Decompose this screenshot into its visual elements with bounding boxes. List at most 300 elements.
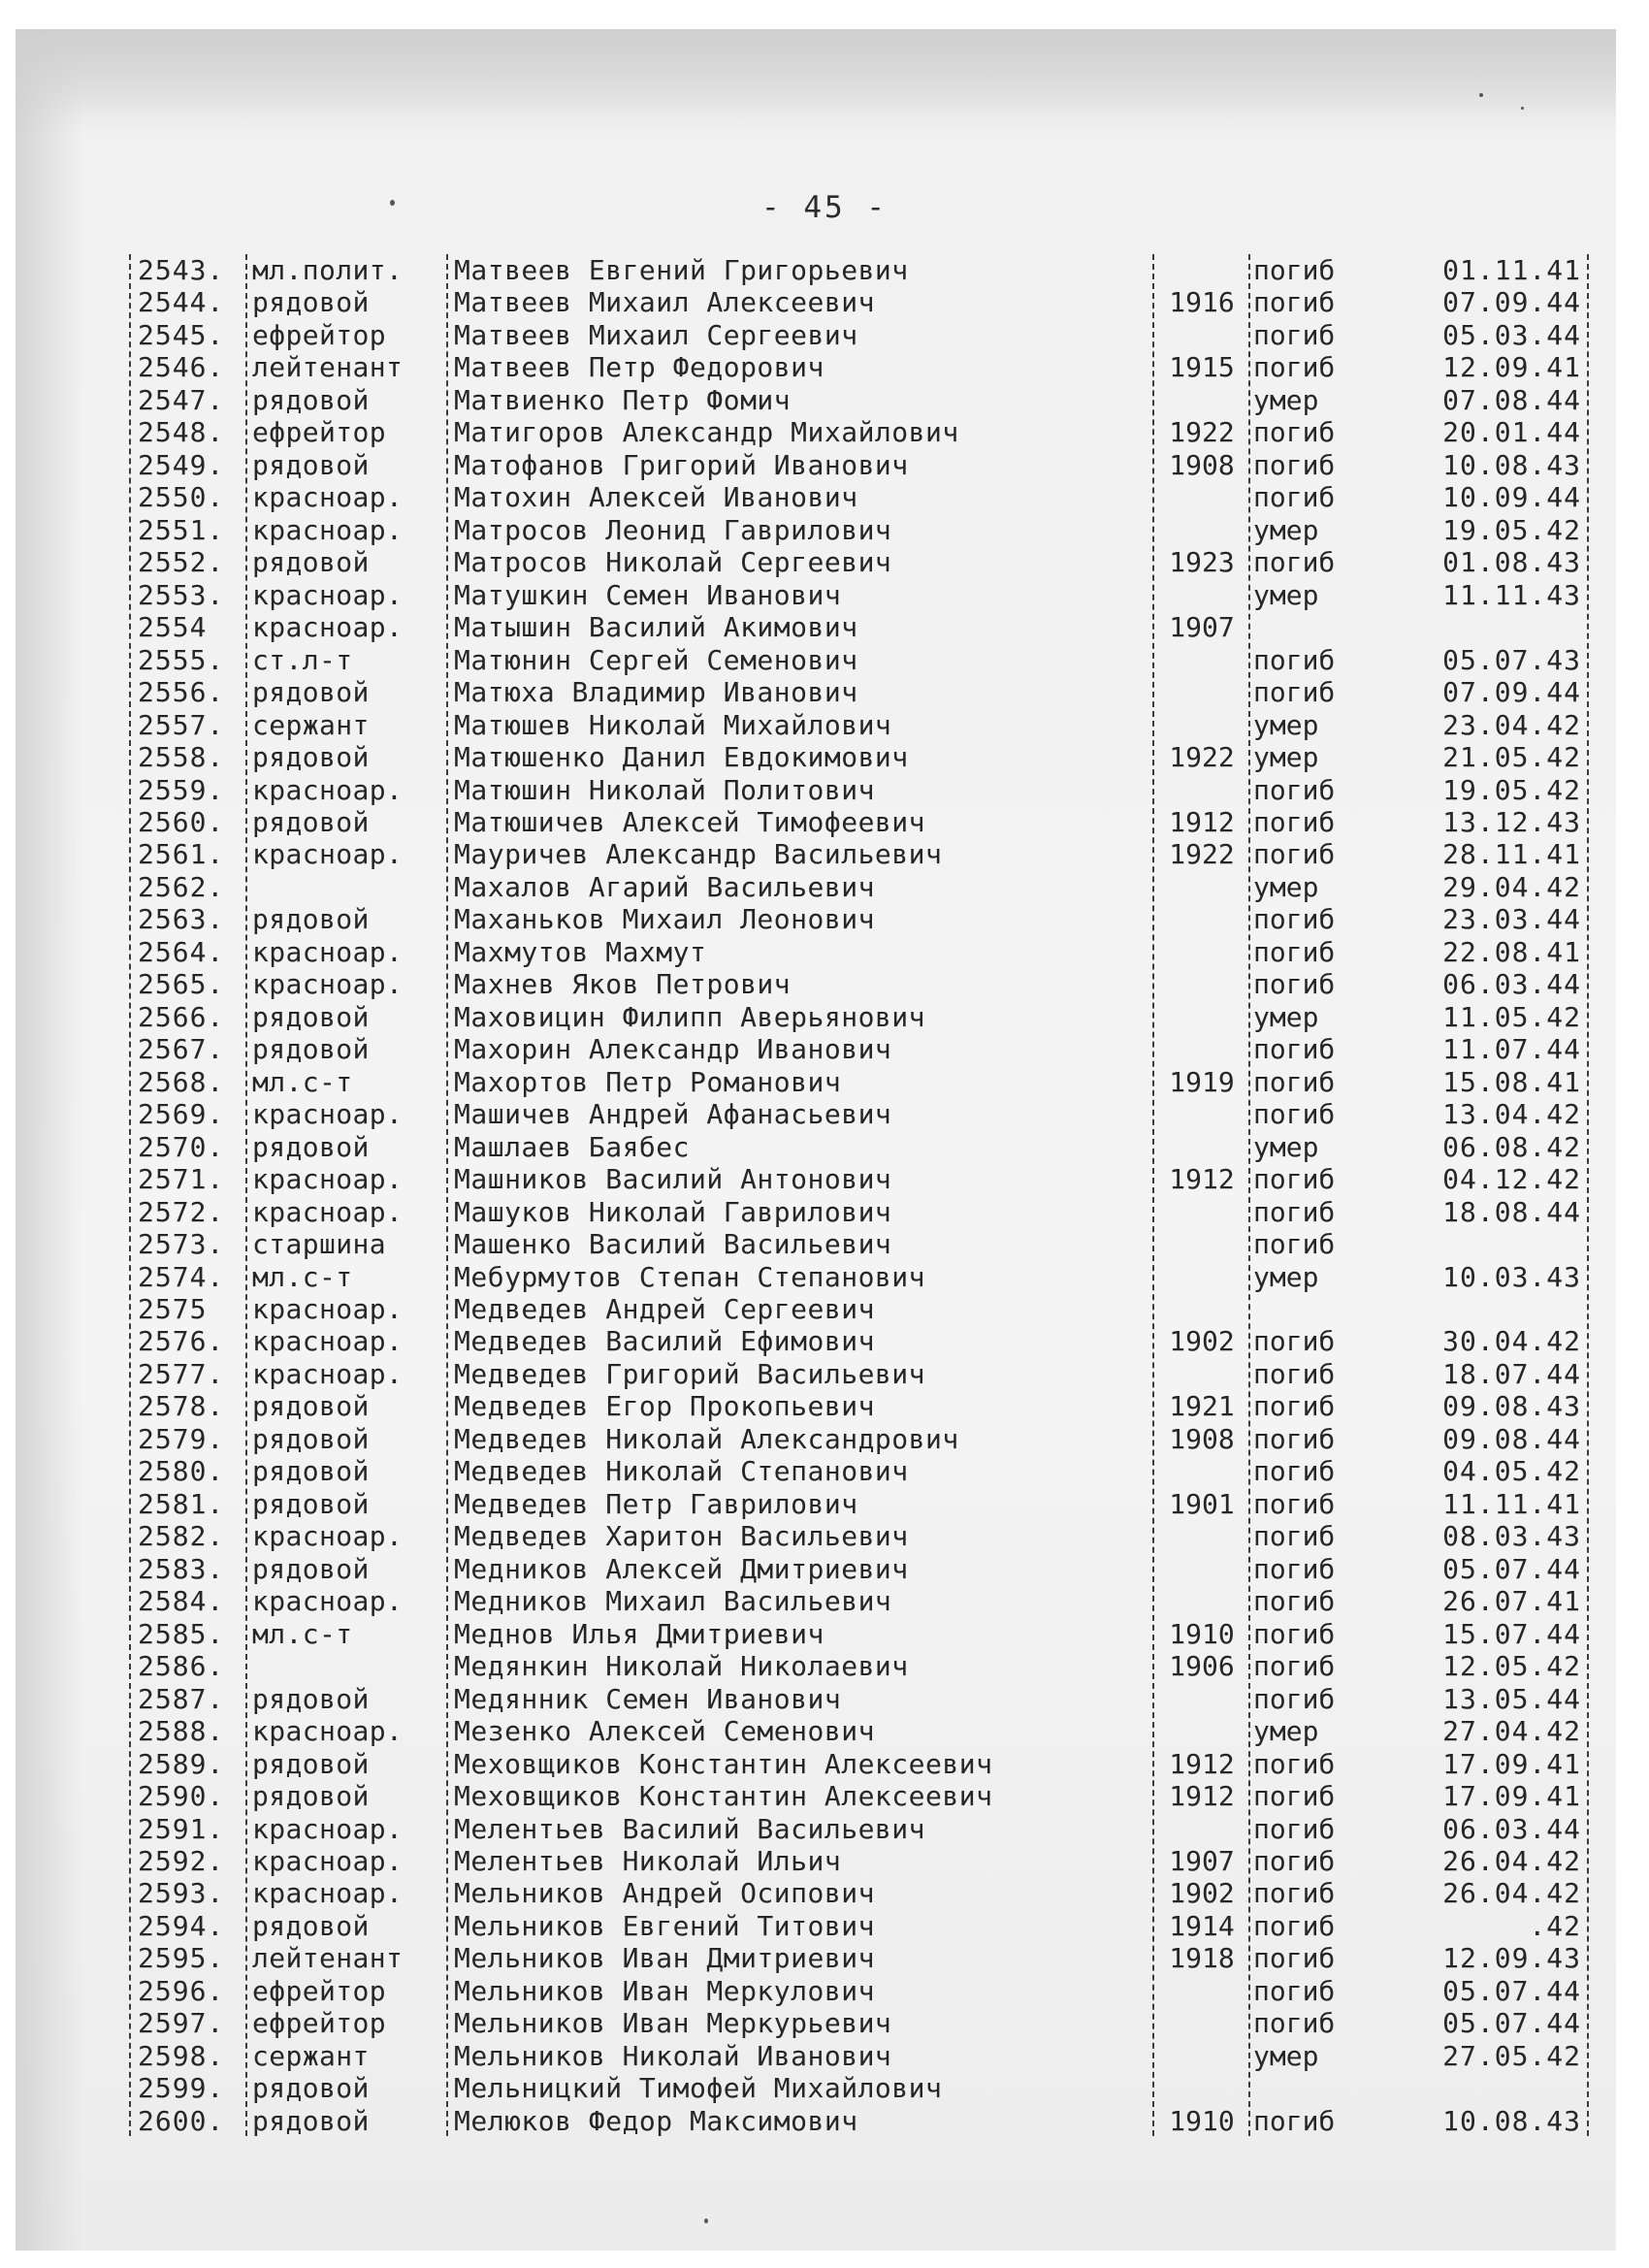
row-status: погиб [1253, 1942, 1336, 1975]
row-date: 30.04.42 [1442, 1325, 1581, 1358]
row-status: умер [1253, 513, 1319, 546]
row-date: 13.12.43 [1442, 805, 1581, 838]
row-date: 13.04.42 [1442, 1098, 1581, 1131]
row-status: погиб [1253, 1098, 1336, 1131]
row-rank: красноар. [252, 968, 404, 1001]
row-rank: рядовой [252, 1780, 370, 1813]
row-number: 2597. [138, 2007, 225, 2040]
table-row [126, 1877, 1591, 1909]
row-rank: красноар. [252, 1520, 404, 1553]
row-name: Матюшев Николай Михайлович [454, 708, 892, 741]
row-rank: красноар. [252, 1098, 404, 1131]
row-rank: рядовой [252, 1552, 370, 1585]
row-name: Медведев Петр Гаврилович [454, 1487, 858, 1520]
row-number: 2567. [138, 1033, 225, 1066]
row-name: Медведев Григорий Васильевич [454, 1357, 926, 1390]
row-rank: мл.с-т [252, 1065, 353, 1098]
row-date: 27.04.42 [1442, 1715, 1581, 1748]
row-name: Мельников Иван Меркулович [454, 1974, 875, 2007]
row-birth-year: 1918 [1169, 1942, 1235, 1975]
table-row [126, 644, 1591, 676]
row-rank: красноар. [252, 481, 404, 514]
row-date: 12.09.41 [1442, 351, 1581, 384]
row-rank: рядовой [252, 741, 370, 774]
table-row [126, 1163, 1591, 1195]
table-row [126, 1455, 1591, 1487]
row-rank: ефрейтор [252, 318, 387, 351]
row-date: 10.03.43 [1442, 1260, 1581, 1293]
row-rank: ефрейтор [252, 1974, 387, 2007]
row-status: погиб [1253, 1520, 1336, 1553]
row-rank: красноар. [252, 773, 404, 806]
table-row [126, 1715, 1591, 1747]
page-number: - 45 - [761, 190, 888, 225]
row-number: 2599. [138, 2072, 225, 2105]
row-date: 04.12.42 [1442, 1163, 1581, 1196]
row-status: погиб [1253, 481, 1336, 514]
table-row [126, 2040, 1591, 2072]
row-date: 13.05.44 [1442, 1682, 1581, 1715]
table-row [126, 286, 1591, 318]
row-rank: красноар. [252, 935, 404, 968]
row-rank: рядовой [252, 1422, 370, 1455]
table-row [126, 871, 1591, 903]
row-status: погиб [1253, 805, 1336, 838]
row-status: погиб [1253, 1650, 1336, 1683]
row-name: Медведев Егор Прокопьевич [454, 1390, 875, 1423]
row-number: 2571. [138, 1163, 225, 1196]
row-status: погиб [1253, 773, 1336, 806]
row-status: погиб [1253, 1780, 1336, 1813]
row-rank: мл.с-т [252, 1617, 353, 1650]
row-date: 26.04.42 [1442, 1877, 1581, 1910]
row-number: 2568. [138, 1065, 225, 1098]
row-rank: рядовой [252, 1455, 370, 1488]
row-name: Машуков Николай Гаврилович [454, 1195, 892, 1228]
table-row [126, 1325, 1591, 1357]
table-row [126, 1942, 1591, 1974]
row-status: погиб [1253, 903, 1336, 936]
table-row [126, 1975, 1591, 2007]
row-rank: красноар. [252, 513, 404, 546]
row-number: 2557. [138, 708, 225, 741]
scan-speck [1521, 107, 1524, 110]
row-number: 2584. [138, 1585, 225, 1618]
row-date: 11.11.43 [1442, 578, 1581, 611]
table-row [126, 1228, 1591, 1260]
row-name: Маховицин Филипп Аверьянович [454, 1000, 926, 1033]
row-date: 19.05.42 [1442, 513, 1581, 546]
row-status: умер [1253, 383, 1319, 416]
row-name: Матросов Николай Сергеевич [454, 546, 892, 579]
row-rank: рядовой [252, 286, 370, 319]
row-date: 11.11.41 [1442, 1487, 1581, 1520]
row-name: Меховщиков Константин Алексеевич [454, 1747, 993, 1780]
row-rank: рядовой [252, 1033, 370, 1066]
row-rank: сержант [252, 708, 370, 741]
row-date: 01.11.41 [1442, 254, 1581, 286]
row-date: 23.03.44 [1442, 903, 1581, 936]
row-date: 17.09.41 [1442, 1747, 1581, 1780]
row-name: Матигоров Александр Михайлович [454, 416, 959, 449]
row-date: 21.05.42 [1442, 741, 1581, 774]
scan-speck [390, 200, 395, 206]
row-name: Матвеев Петр Федорович [454, 351, 824, 384]
table-row [126, 254, 1591, 286]
table-row [126, 1520, 1591, 1552]
row-status: погиб [1253, 1877, 1336, 1910]
row-status: умер [1253, 741, 1319, 774]
row-name: Машичев Андрей Афанасьевич [454, 1098, 892, 1131]
row-name: Машенко Василий Васильевич [454, 1228, 892, 1261]
row-name: Матюха Владимир Иванович [454, 676, 858, 709]
row-date: 09.08.44 [1442, 1422, 1581, 1455]
row-status: погиб [1253, 318, 1336, 351]
row-name: Махалов Агарий Васильевич [454, 870, 875, 903]
row-number: 2546. [138, 351, 225, 384]
row-date: 18.08.44 [1442, 1195, 1581, 1228]
row-status: погиб [1253, 1422, 1336, 1455]
row-number: 2590. [138, 1780, 225, 1813]
row-rank: рядовой [252, 1390, 370, 1423]
table-row [126, 1748, 1591, 1780]
row-name: Махнев Яков Петрович [454, 968, 792, 1001]
row-name: Мельников Андрей Осипович [454, 1877, 875, 1910]
row-rank: красноар. [252, 1715, 404, 1748]
row-number: 2564. [138, 935, 225, 968]
row-name: Махмутов Махмут [454, 935, 707, 968]
table-row [126, 903, 1591, 935]
row-rank: красноар. [252, 1293, 404, 1325]
scan-speck [704, 2219, 708, 2223]
row-name: Матвеев Михаил Алексеевич [454, 286, 875, 319]
row-name: Машников Василий Антонович [454, 1163, 892, 1196]
row-birth-year: 1922 [1169, 416, 1235, 449]
row-birth-year: 1915 [1169, 351, 1235, 384]
row-rank: рядовой [252, 383, 370, 416]
table-row [126, 676, 1591, 708]
row-birth-year: 1902 [1169, 1877, 1235, 1910]
row-birth-year: 1916 [1169, 286, 1235, 319]
row-number: 2565. [138, 968, 225, 1001]
row-status: погиб [1253, 968, 1336, 1001]
row-name: Мелентьев Василий Васильевич [454, 1812, 926, 1845]
casualty-registry-table [126, 254, 1591, 2137]
row-name: Мауричев Александр Васильевич [454, 838, 943, 871]
row-name: Махорин Александр Иванович [454, 1033, 892, 1066]
table-row [126, 2105, 1591, 2137]
row-birth-year: 1912 [1169, 1780, 1235, 1813]
row-status: умер [1253, 1260, 1319, 1293]
row-number: 2589. [138, 1747, 225, 1780]
row-rank: красноар. [252, 1195, 404, 1228]
row-number: 2543. [138, 254, 225, 286]
row-date: 29.04.42 [1442, 870, 1581, 903]
row-birth-year: 1922 [1169, 741, 1235, 774]
row-name: Матвиенко Петр Фомич [454, 383, 792, 416]
row-date: 04.05.42 [1442, 1455, 1581, 1488]
row-status: погиб [1253, 1228, 1336, 1261]
table-row [126, 481, 1591, 513]
table-row [126, 1261, 1591, 1293]
row-name: Медведев Василий Ефимович [454, 1325, 875, 1358]
row-rank: красноар. [252, 1325, 404, 1358]
row-name: Матюшенко Данил Евдокимович [454, 741, 909, 774]
row-number: 2600. [138, 2104, 225, 2137]
row-status: умер [1253, 2039, 1319, 2072]
row-birth-year: 1912 [1169, 805, 1235, 838]
row-name: Матохин Алексей Иванович [454, 481, 858, 514]
row-number: 2579. [138, 1422, 225, 1455]
row-birth-year: 1910 [1169, 1617, 1235, 1650]
row-number: 2575 [138, 1293, 208, 1325]
table-row [126, 1650, 1591, 1682]
row-number: 2550. [138, 481, 225, 514]
table-row [126, 1131, 1591, 1163]
row-number: 2592. [138, 1844, 225, 1877]
table-row [126, 1683, 1591, 1715]
row-number: 2585. [138, 1617, 225, 1650]
row-number: 2577. [138, 1357, 225, 1390]
row-number: 2586. [138, 1650, 225, 1683]
row-number: 2562. [138, 870, 225, 903]
row-number: 2583. [138, 1552, 225, 1585]
row-birth-year: 1922 [1169, 838, 1235, 871]
row-name: Мельников Иван Меркурьевич [454, 2007, 892, 2040]
row-date: 26.04.42 [1442, 1844, 1581, 1877]
row-status: погиб [1253, 254, 1336, 286]
row-rank: рядовой [252, 448, 370, 481]
row-number: 2552. [138, 546, 225, 579]
row-status: погиб [1253, 838, 1336, 871]
table-row [126, 1293, 1591, 1325]
row-rank: красноар. [252, 611, 404, 644]
row-rank: ефрейтор [252, 416, 387, 449]
table-row [126, 579, 1591, 611]
table-row [126, 351, 1591, 383]
table-row [126, 2072, 1591, 2104]
row-number: 2566. [138, 1000, 225, 1033]
row-date: 11.07.44 [1442, 1033, 1581, 1066]
row-date: 19.05.42 [1442, 773, 1581, 806]
table-row [126, 1390, 1591, 1422]
scan-shadow-left [16, 29, 83, 2251]
row-status: погиб [1253, 416, 1336, 449]
row-date: 07.09.44 [1442, 286, 1581, 319]
row-date: 12.09.43 [1442, 1942, 1581, 1975]
row-rank: рядовой [252, 1747, 370, 1780]
row-name: Медянник Семен Иванович [454, 1682, 842, 1715]
row-number: 2580. [138, 1455, 225, 1488]
row-number: 2547. [138, 383, 225, 416]
row-birth-year: 1902 [1169, 1325, 1235, 1358]
table-row [126, 709, 1591, 741]
table-row [126, 741, 1591, 773]
row-number: 2588. [138, 1715, 225, 1748]
row-birth-year: 1919 [1169, 1065, 1235, 1098]
row-name: Медников Алексей Дмитриевич [454, 1552, 909, 1585]
row-status: погиб [1253, 1974, 1336, 2007]
row-status: погиб [1253, 1682, 1336, 1715]
row-birth-year: 1908 [1169, 1422, 1235, 1455]
row-rank: мл.с-т [252, 1260, 353, 1293]
table-row [126, 1196, 1591, 1228]
row-number: 2560. [138, 805, 225, 838]
row-status: погиб [1253, 643, 1336, 676]
row-status: погиб [1253, 1552, 1336, 1585]
row-date: 05.07.43 [1442, 643, 1581, 676]
row-name: Медведев Николай Александрович [454, 1422, 959, 1455]
row-name: Мелентьев Николай Ильич [454, 1844, 842, 1877]
table-row [126, 1553, 1591, 1585]
row-rank: ефрейтор [252, 2007, 387, 2040]
row-status: погиб [1253, 1747, 1336, 1780]
row-date: 12.05.42 [1442, 1650, 1581, 1683]
row-rank: сержант [252, 2039, 370, 2072]
row-status: погиб [1253, 676, 1336, 709]
row-status: погиб [1253, 1195, 1336, 1228]
row-name: Меднов Илья Дмитриевич [454, 1617, 824, 1650]
table-row [126, 2007, 1591, 2039]
row-status: погиб [1253, 546, 1336, 579]
row-date: 08.03.43 [1442, 1520, 1581, 1553]
row-number: 2549. [138, 448, 225, 481]
row-number: 2573. [138, 1228, 225, 1261]
row-birth-year: 1914 [1169, 1909, 1235, 1942]
row-number: 2561. [138, 838, 225, 871]
row-status: умер [1253, 578, 1319, 611]
row-number: 2556. [138, 676, 225, 709]
table-row [126, 1423, 1591, 1455]
row-name: Матюнин Сергей Семенович [454, 643, 858, 676]
row-rank: рядовой [252, 676, 370, 709]
row-status: умер [1253, 708, 1319, 741]
table-row [126, 546, 1591, 578]
row-name: Мезенко Алексей Семенович [454, 1715, 875, 1748]
row-rank: красноар. [252, 1844, 404, 1877]
scan-shadow-top [16, 29, 1616, 136]
row-rank: рядовой [252, 1130, 370, 1163]
row-birth-year: 1923 [1169, 546, 1235, 579]
row-date: 05.07.44 [1442, 2007, 1581, 2040]
row-birth-year: 1912 [1169, 1747, 1235, 1780]
table-row [126, 1033, 1591, 1065]
row-number: 2545. [138, 318, 225, 351]
row-status: погиб [1253, 1065, 1336, 1098]
row-date: 06.08.42 [1442, 1130, 1581, 1163]
row-rank: рядовой [252, 1909, 370, 1942]
row-date: 10.08.43 [1442, 448, 1581, 481]
row-status: погиб [1253, 1844, 1336, 1877]
table-row [126, 449, 1591, 481]
row-status: погиб [1253, 1487, 1336, 1520]
row-rank: рядовой [252, 2104, 370, 2137]
row-number: 2548. [138, 416, 225, 449]
row-date: 09.08.43 [1442, 1390, 1581, 1423]
row-status: погиб [1253, 351, 1336, 384]
row-date: 06.03.44 [1442, 968, 1581, 1001]
row-name: Медведев Андрей Сергеевич [454, 1293, 875, 1325]
row-number: 2593. [138, 1877, 225, 1910]
table-row [126, 1358, 1591, 1390]
row-status: погиб [1253, 2104, 1336, 2137]
row-number: 2578. [138, 1390, 225, 1423]
row-number: 2596. [138, 1974, 225, 2007]
table-row [126, 1618, 1591, 1650]
row-name: Матофанов Григорий Иванович [454, 448, 909, 481]
row-status: погиб [1253, 448, 1336, 481]
row-number: 2598. [138, 2039, 225, 2072]
row-date: 26.07.41 [1442, 1585, 1581, 1618]
row-number: 2555. [138, 643, 225, 676]
row-rank: рядовой [252, 546, 370, 579]
table-row [126, 1066, 1591, 1098]
row-rank: красноар. [252, 838, 404, 871]
row-rank: ст.л-т [252, 643, 353, 676]
table-row [126, 1488, 1591, 1520]
row-birth-year: 1901 [1169, 1487, 1235, 1520]
row-number: 2594. [138, 1909, 225, 1942]
row-status: умер [1253, 1715, 1319, 1748]
table-row [126, 838, 1591, 870]
row-number: 2576. [138, 1325, 225, 1358]
row-number: 2570. [138, 1130, 225, 1163]
row-name: Матюшичев Алексей Тимофеевич [454, 805, 926, 838]
row-status: погиб [1253, 286, 1336, 319]
row-rank: красноар. [252, 578, 404, 611]
row-status: погиб [1253, 1909, 1336, 1942]
row-status: погиб [1253, 1585, 1336, 1618]
row-date: 22.08.41 [1442, 935, 1581, 968]
row-name: Мельников Евгений Титович [454, 1909, 875, 1942]
row-status: погиб [1253, 1455, 1336, 1488]
row-rank: лейтенант [252, 351, 404, 384]
row-date: 05.07.44 [1442, 1974, 1581, 2007]
row-status: умер [1253, 1130, 1319, 1163]
table-row [126, 1780, 1591, 1812]
row-rank: рядовой [252, 1682, 370, 1715]
table-row [126, 416, 1591, 448]
row-date: 01.08.43 [1442, 546, 1581, 579]
row-birth-year: 1921 [1169, 1390, 1235, 1423]
row-number: 2591. [138, 1812, 225, 1845]
row-rank: красноар. [252, 1812, 404, 1845]
row-status: погиб [1253, 1033, 1336, 1066]
row-name: Маханьков Михаил Леонович [454, 903, 875, 936]
row-date: 07.08.44 [1442, 383, 1581, 416]
row-birth-year: 1912 [1169, 1163, 1235, 1196]
row-rank: красноар. [252, 1877, 404, 1910]
row-number: 2558. [138, 741, 225, 774]
table-row [126, 514, 1591, 546]
table-row [126, 1001, 1591, 1033]
row-status: погиб [1253, 1812, 1336, 1845]
row-date: 18.07.44 [1442, 1357, 1581, 1390]
row-number: 2544. [138, 286, 225, 319]
row-name: Медведев Николай Степанович [454, 1455, 909, 1488]
table-row [126, 611, 1591, 643]
row-date: 17.09.41 [1442, 1780, 1581, 1813]
row-rank: лейтенант [252, 1942, 404, 1975]
row-status: погиб [1253, 1325, 1336, 1358]
row-date: 15.08.41 [1442, 1065, 1581, 1098]
row-name: Мелюков Федор Максимович [454, 2104, 858, 2137]
row-number: 2551. [138, 513, 225, 546]
row-name: Меховщиков Константин Алексеевич [454, 1780, 993, 1813]
row-name: Мельницкий Тимофей Михайлович [454, 2072, 943, 2105]
row-date: 06.03.44 [1442, 1812, 1581, 1845]
row-rank: рядовой [252, 903, 370, 936]
